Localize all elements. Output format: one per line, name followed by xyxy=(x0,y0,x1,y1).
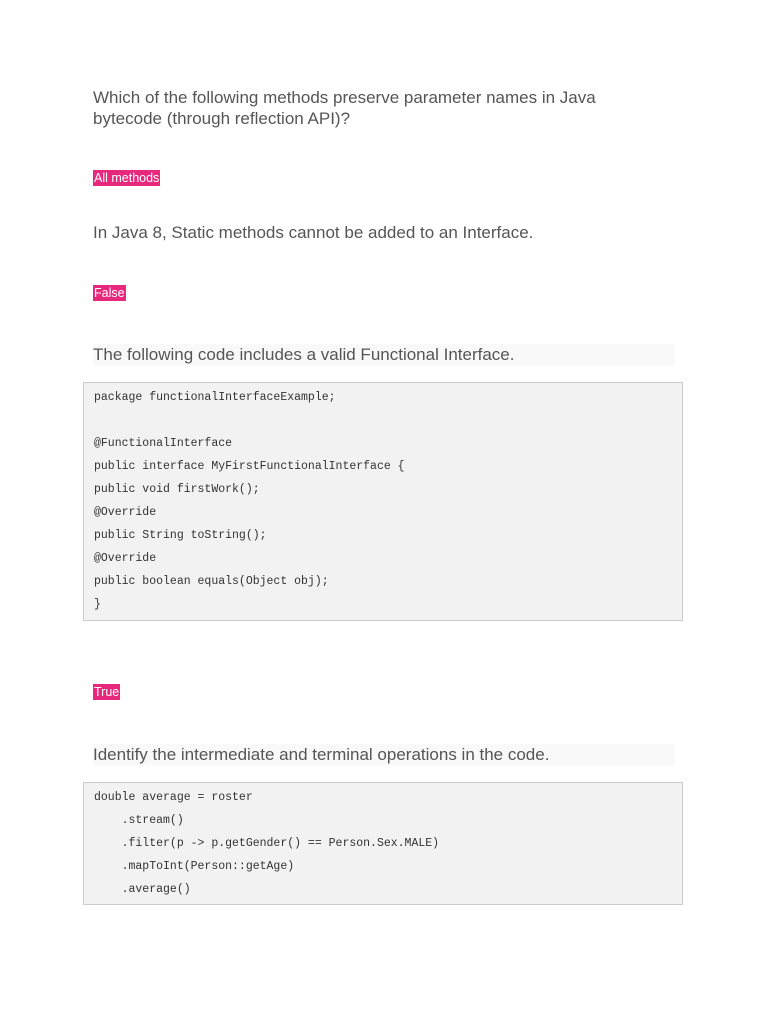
answer-3-highlight: True xyxy=(94,685,120,699)
question-3-text: The following code includes a valid Functional Interface. xyxy=(93,344,675,365)
answer-2-highlight: False xyxy=(94,286,125,300)
answer-1-highlight: All methods xyxy=(94,171,160,185)
code-line: .average() xyxy=(94,883,191,896)
code-line: .mapToInt(Person::getAge) xyxy=(94,860,295,873)
code-line: .filter(p -> p.getGender() == Person.Sex.MALE) xyxy=(94,837,440,850)
code-line: public boolean equals(Object obj); xyxy=(94,575,329,588)
code-block-stream-pipeline xyxy=(83,782,683,905)
code-line: .stream() xyxy=(94,814,184,827)
code-line: double average = roster xyxy=(94,791,253,804)
question-1-text: Which of the following methods preserve parameter names in Java bytecode (through reflection API)? xyxy=(93,88,596,128)
question-2-text: In Java 8, Static methods cannot be added to an Interface. xyxy=(93,223,534,242)
code-block-functional-interface xyxy=(83,382,683,621)
code-line xyxy=(94,412,682,435)
code-line: @FunctionalInterface xyxy=(94,437,233,450)
question-4-text: Identify the intermediate and terminal operations in the code. xyxy=(93,744,675,765)
code-line: } xyxy=(94,598,101,611)
code-line: package functionalInterfaceExample; xyxy=(94,391,336,404)
code-line: public String toString(); xyxy=(94,529,267,542)
code-line: public interface MyFirstFunctionalInterface { xyxy=(94,460,405,473)
code-line: @Override xyxy=(94,552,157,565)
code-line: public void firstWork(); xyxy=(94,483,260,496)
code-line: @Override xyxy=(94,506,157,519)
